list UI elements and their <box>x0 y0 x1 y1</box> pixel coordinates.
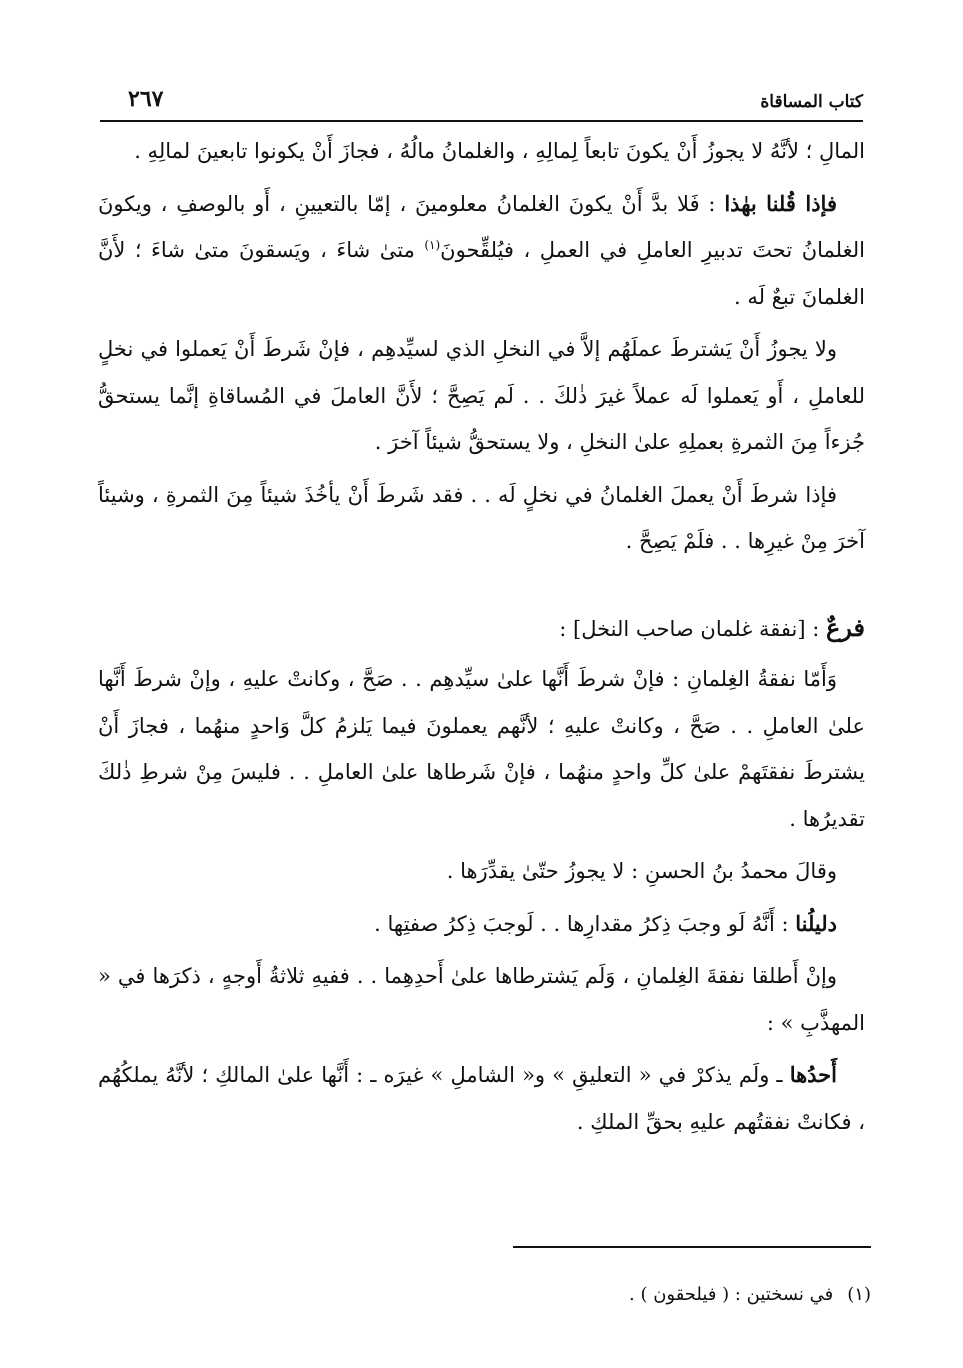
paragraph-text: : فَلا بدَّ أَنْ يكونَ الغلمانُ معلومينَ ، إمّا بالتعيينِ ، أَو بالوصفِ ، ويكونَ الغلمانُ تحتَ تدبيرِ العاملِ في العملِ ، فيُلقِّحونَ <box>98 191 865 262</box>
paragraph <box>98 472 865 565</box>
paragraph <box>98 953 865 1046</box>
paragraph-text: وقالَ محمدُ بنُ الحسنِ : لا يجوزُ حتّىٰ يقدِّرَها . <box>446 859 837 883</box>
section-heading <box>98 605 865 653</box>
footnote-marker: (١) <box>424 238 441 252</box>
paragraph-text: متىٰ شاءَ ، ويَسقونَ متىٰ شاءَ ؛ لأَنَّ الغلمانَ تبعٌ لَه . <box>98 238 865 309</box>
page-body <box>98 128 865 1151</box>
paragraph-text: وإنْ أَطلقا نفقةَ الغِلمانِ ، وَلَم يَشترطاها علىٰ أَحدِهِما . . ففيهِ ثلاثةُ أَوجهٍ ، ذكرَها في « المهذَّبِ » : <box>98 964 865 1035</box>
paragraph-text: ـ ولَم يذكرْ في « التعليقِ » و« الشاملِ » غيرَه ـ : أَنَّها علىٰ المالكِ ؛ لأنَّهُ يملكُهُم ، فكانتْ نفقتُهم عليهِ بحقِّ الملكِ . <box>98 1063 865 1134</box>
paragraph <box>98 901 865 948</box>
footnote-number: (١) <box>847 1284 871 1305</box>
section-word: فرعٌ <box>825 612 865 642</box>
footnote-text: في نسختين : ( فيلحقون ) . <box>629 1284 834 1305</box>
paragraph-text: المالِ ؛ لأنَّهُ لا يجوزُ أَنْ يكونَ تابعاً لِمالِهِ ، والغلمانُ مالُهُ ، فجازَ أَنْ يكونوا تابعينَ لمالِهِ . <box>134 139 865 163</box>
paragraph <box>98 1052 865 1145</box>
paragraph-text: وَأَمّا نفقةُ الغِلمانِ : فإنْ شرطَ أَنَّها علىٰ سيِّدهِم . . صَحَّ ، وكانتْ عليهِ ، وإنْ شرطَ أَنَّها علىٰ العاملِ . . صَحَّ ، وكانتْ عليهِ ؛ لأنَّهم يعملونَ فيما يَلزمُ كلَّ وَاحدٍ منهُما ، فجازَ أَنْ يشترطَ نفقتَهمْ علىٰ كلِّ واحدٍ منهُما ، فإنْ شَرطاها علىٰ العاملِ . . فليسَ مِنْ شرطِ ذٰلكَ تقديرُها . <box>98 667 865 831</box>
paragraph-text: ولا يجوزُ أَنْ يَشترطَ عملَهُم إلاَّ في النخلِ الذي لسيِّدهِم ، فإنْ شَرطَ أَنْ يَعملوا في نخلٍ للعاملِ ، أَو يَعملوا لَه عملاً غيرَ ذٰلكَ . . لَم يَصِحَّ ؛ لأَنَّ العاملَ في المُساقاةِ إنَّما يستحقُّ جُزءاً مِنَ الثمرةِ بعملِهِ علىٰ النخلِ ، ولا يستحقُّ شيئاً آخرَ . <box>98 337 865 454</box>
running-title: كتاب المساقاة <box>760 92 863 112</box>
section-title: : [نفقة غلمان صاحب النخل] : <box>559 616 826 641</box>
paragraph <box>98 181 865 321</box>
page-header <box>100 86 863 122</box>
lead-phrase: أَحدُها <box>789 1062 837 1087</box>
paragraph <box>98 848 865 895</box>
paragraph <box>98 128 865 175</box>
lead-phrase: فإذا قُلنا بهٰذا <box>724 190 837 216</box>
page-number: ٢٦٧ <box>128 86 164 112</box>
footnote-divider <box>513 1246 871 1248</box>
lead-phrase: دليلُنا <box>795 910 837 936</box>
footnote <box>629 1284 871 1305</box>
paragraph-text: : أَنَّهُ لَو وجبَ ذِكرُ مقدارِها . . لَوجبَ ذِكرُ صفتِها . <box>374 911 796 936</box>
paragraph <box>98 326 865 466</box>
paragraph <box>98 656 865 842</box>
paragraph-text: فإذا شرطَ أَنْ يعملَ الغلمانُ في نخلٍ لَه . . فقد شَرطَ أَنْ يأخُذَ شيئاً مِنَ الثمرةِ ، وشيئاً آخرَ مِنْ غيرِها . . فلَمْ يَصِحَّ . <box>98 482 865 553</box>
